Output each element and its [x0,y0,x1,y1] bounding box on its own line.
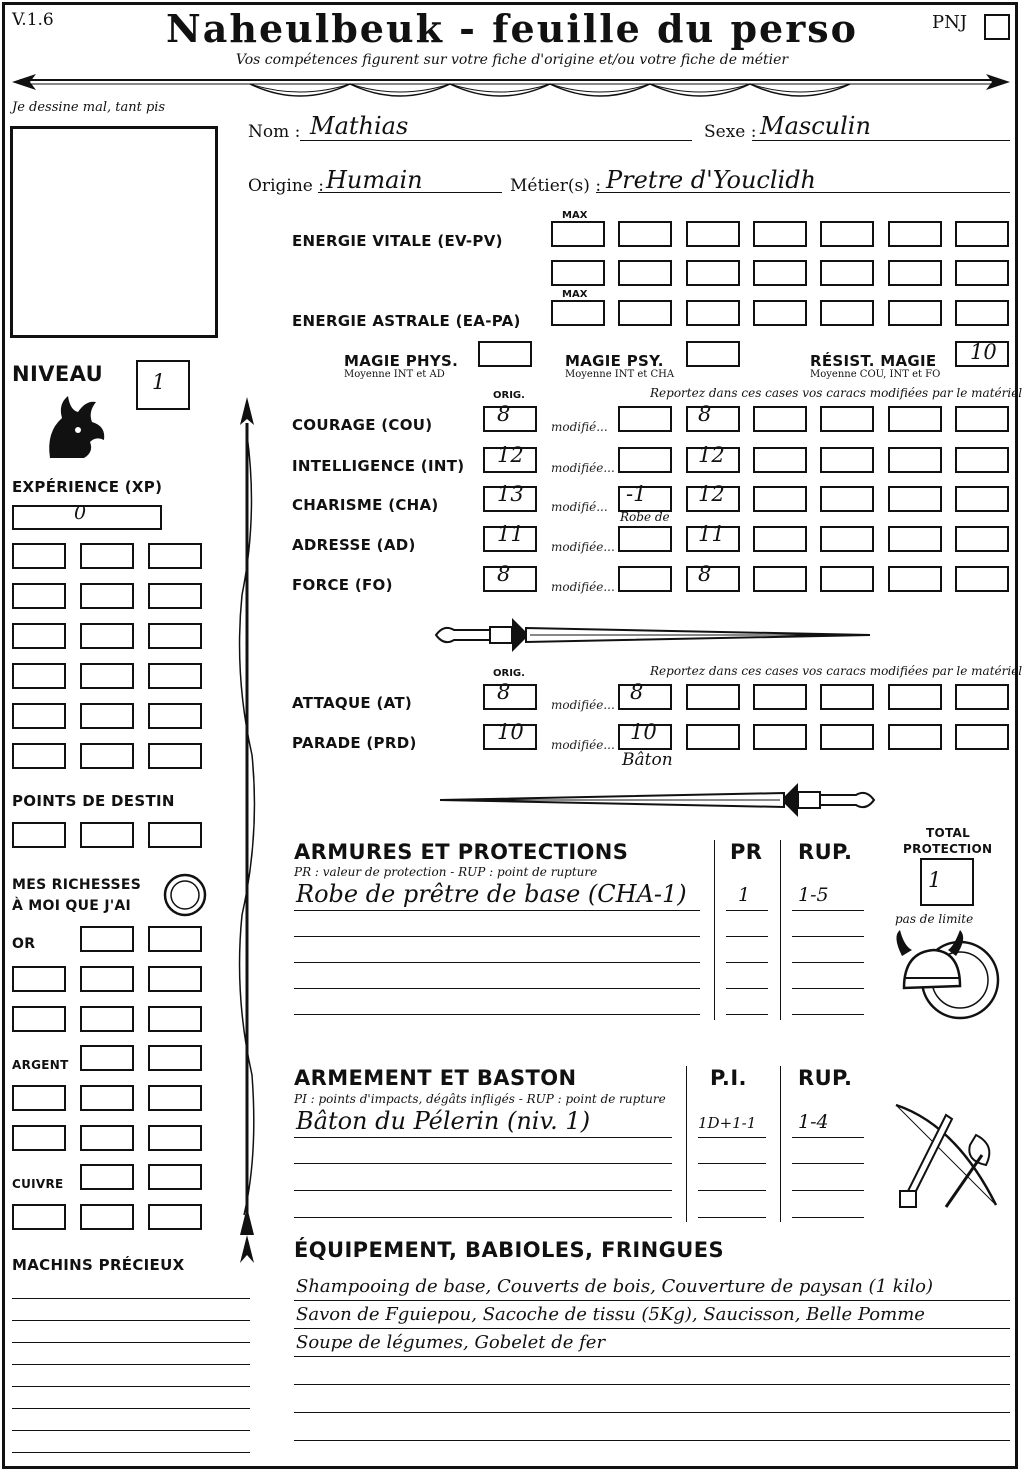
magie-phys-sub: Moyenne INT et AD [344,369,445,380]
niveau-value[interactable]: 1 [152,370,166,394]
magie-phys-label: MAGIE PHYS. [344,352,459,370]
ev-box[interactable] [686,221,740,247]
combat-orig-value[interactable]: 8 [497,680,511,704]
money-box[interactable] [80,1085,134,1111]
sheet-subtitle: Vos compétences figurent sur votre fiche d'origine et/ou votre fiche de métier [235,52,789,68]
money-box[interactable] [148,926,202,952]
combat-modif-label: modifiée... [551,738,615,752]
carac-report-value[interactable]: 12 [698,482,725,506]
xp-box[interactable] [12,663,66,689]
machins-label: MACHINS PRÉCIEUX [12,1256,185,1274]
equip-line[interactable] [294,1468,1010,1469]
armure-rup-line[interactable] [792,910,864,911]
combat-orig-label: ORIG. [493,668,525,679]
carac-report-box[interactable] [820,447,874,473]
armure-rup-line[interactable] [792,988,864,989]
carac-report-value[interactable]: 8 [698,562,712,586]
machins-line[interactable] [12,1452,250,1453]
combat-orig-value[interactable]: 10 [497,720,524,744]
metier-line [596,192,1010,193]
carac-label: CHARISME (CHA) [292,496,439,514]
ea-max-box[interactable] [551,300,605,326]
ev-box[interactable] [820,260,874,286]
arme-rup-line[interactable] [792,1137,864,1138]
armure-rup-line[interactable] [792,1014,864,1015]
carac-report-box[interactable] [753,406,807,432]
carac-label: INTELLIGENCE (INT) [292,457,465,475]
carac-report-box[interactable] [955,566,1009,592]
carac-orig-value[interactable]: 8 [497,402,511,426]
nom-value[interactable]: Mathias [310,112,409,140]
metier-label: Métier(s) : [510,176,602,196]
armures-title: ARMURES ET PROTECTIONS [294,840,629,864]
origine-label: Origine : [248,176,324,196]
carac-report-box[interactable] [820,486,874,512]
money-box[interactable] [12,1125,66,1151]
money-box[interactable] [80,1045,134,1071]
money-box[interactable] [148,1045,202,1071]
armure-pr-line[interactable] [726,988,768,989]
money-box[interactable] [12,1006,66,1032]
carac-label: COURAGE (COU) [292,416,433,434]
carac-modif-label: modifiée... [551,580,615,594]
armement-title: ARMEMENT ET BASTON [294,1066,577,1090]
combat-report-note: Reportez dans ces cases vos caracs modifiées par le matériel [650,664,1023,678]
armure-name-line[interactable] [294,910,700,911]
equip-line[interactable] [294,1384,1010,1385]
carac-report-box[interactable] [820,566,874,592]
combat-report-box[interactable] [753,684,807,710]
xp-box[interactable] [12,703,66,729]
xp-box[interactable] [80,543,134,569]
arme-name-line[interactable] [294,1217,672,1218]
armure-rup-line[interactable] [792,962,864,963]
combat-modif-label: modifiée... [551,698,615,712]
arme-rup-line[interactable] [792,1190,864,1191]
weapons-icon [886,1095,1006,1215]
armure-pr-line[interactable] [726,936,768,937]
money-box[interactable] [148,1164,202,1190]
ev-box[interactable] [618,221,672,247]
ea-box[interactable] [753,300,807,326]
ev-box[interactable] [888,260,942,286]
armures-pr-label: PR [730,840,763,864]
carac-report-box[interactable] [753,486,807,512]
armure-rup-line[interactable] [792,936,864,937]
xp-box[interactable] [12,623,66,649]
carac-report-box[interactable] [753,526,807,552]
total-protection-label-1: TOTAL [926,826,971,840]
machins-line[interactable] [12,1342,250,1343]
xp-box[interactable] [80,743,134,769]
carac-note: Robe de [620,510,670,524]
richesses-label-2: À MOI QUE J'AI [12,898,132,914]
sheet-title: Naheulbeuk - feuille du perso [166,6,858,51]
carac-modif-label: modifié... [551,500,608,514]
carac-modif-label: modifiée... [551,540,615,554]
cuivre-label: CUIVRE [12,1177,64,1191]
carac-modif-box[interactable] [618,566,672,592]
metier-value[interactable]: Pretre d'Youclidh [606,166,817,194]
xp-box[interactable] [148,663,202,689]
armures-divider-2 [780,840,781,1020]
combat-modif-value[interactable]: 10 [630,720,657,744]
combat-modif-value[interactable]: 8 [630,680,644,704]
carac-report-box[interactable] [820,526,874,552]
origine-value[interactable]: Humain [326,166,423,194]
xp-box[interactable] [12,543,66,569]
combat-report-box[interactable] [955,724,1009,750]
ea-box[interactable] [955,300,1009,326]
ea-box[interactable] [820,300,874,326]
xp-box[interactable] [12,505,162,530]
arme-pi-line[interactable] [698,1217,766,1218]
ev-box[interactable] [753,260,807,286]
arme-pi-line[interactable] [698,1137,766,1138]
money-box[interactable] [12,966,66,992]
money-box[interactable] [12,1085,66,1111]
equip-line[interactable] [294,1412,1010,1413]
sexe-value[interactable]: Masculin [760,112,871,140]
money-box[interactable] [80,1125,134,1151]
ev-box[interactable] [686,260,740,286]
combat-report-box[interactable] [686,684,740,710]
combat-report-box[interactable] [820,724,874,750]
combat-label: PARADE (PRD) [292,734,417,752]
carac-orig-value[interactable]: 13 [497,482,524,506]
carac-report-value[interactable]: 8 [698,402,712,426]
dragon-icon [40,392,110,464]
magie-psy-sub: Moyenne INT et CHA [565,369,675,380]
ev-box[interactable] [618,260,672,286]
carac-report-box[interactable] [955,447,1009,473]
pnj-checkbox[interactable] [984,14,1010,40]
arme-name[interactable]: Bâton du Pélerin (niv. 1) [296,1107,591,1135]
ev-box[interactable] [955,260,1009,286]
carac-report-box[interactable] [888,447,942,473]
armure-name-line[interactable] [294,1014,700,1015]
carac-orig-value[interactable]: 8 [497,562,511,586]
combat-report-box[interactable] [618,684,672,710]
ev-box[interactable] [820,221,874,247]
machins-line[interactable] [12,1408,250,1409]
carac-report-box[interactable] [955,406,1009,432]
carac-report-box[interactable] [820,406,874,432]
armure-pr[interactable]: 1 [738,884,751,906]
xp-box[interactable] [80,623,134,649]
money-box[interactable] [80,1164,134,1190]
armement-divider-1 [686,1066,687,1222]
armures-sub: PR : valeur de protection - RUP : point de rupture [294,865,598,879]
resist-magie-label: RÉSIST. MAGIE [810,352,937,370]
money-box[interactable] [80,926,134,952]
magie-psy-box[interactable] [686,341,740,367]
money-box[interactable] [148,1125,202,1151]
money-box[interactable] [148,966,202,992]
argent-label: ARGENT [12,1058,69,1072]
armures-rup-label: RUP. [798,840,853,864]
spear-icon [232,395,262,1265]
xp-box[interactable] [148,583,202,609]
carac-report-box[interactable] [753,566,807,592]
equip-line[interactable] [294,1328,1010,1329]
carac-modif-label: modifiée... [551,461,615,475]
armure-name-line[interactable] [294,962,700,963]
sword-icon-2 [430,775,880,825]
caracs-orig-label: ORIG. [493,390,525,401]
carac-modif-box[interactable] [618,526,672,552]
carac-report-box[interactable] [888,406,942,432]
combat-report-box[interactable] [753,724,807,750]
armure-name-line[interactable] [294,936,700,937]
ev-box[interactable] [955,221,1009,247]
sexe-label: Sexe : [704,122,757,142]
carac-report-box[interactable] [686,406,740,432]
equip-line[interactable] [294,1440,1010,1441]
money-box[interactable] [80,1204,134,1230]
equip-line[interactable] [294,1356,1010,1357]
ea-max-label: MAX [562,289,588,300]
nom-label: Nom : [248,122,301,142]
machins-line[interactable] [12,1364,250,1365]
money-box[interactable] [12,1204,66,1230]
ev-max-label: MAX [562,210,588,221]
carac-report-box[interactable] [686,566,740,592]
arme-rup-line[interactable] [792,1163,864,1164]
carac-orig-value[interactable]: 12 [497,443,524,467]
pnj-label: PNJ [932,12,968,33]
destin-box[interactable] [12,822,66,848]
carac-modif-box[interactable] [618,447,672,473]
destin-label: POINTS DE DESTIN [12,792,175,810]
armure-pr-line[interactable] [726,1014,768,1015]
resist-magie-sub: Moyenne COU, INT et FO [810,369,941,380]
arme-name-line[interactable] [294,1190,672,1191]
xp-box[interactable] [148,743,202,769]
total-protection-value[interactable]: 1 [928,868,942,892]
armure-name[interactable]: Robe de prêtre de base (CHA-1) [296,880,687,908]
carac-label: FORCE (FO) [292,576,393,594]
carac-modif-box[interactable] [618,406,672,432]
total-protection-label-2: PROTECTION [903,842,993,856]
money-box[interactable] [148,1006,202,1032]
equip-line[interactable] [294,1300,1010,1301]
destin-box[interactable] [80,822,134,848]
richesses-label-1: MES RICHESSES [12,877,142,893]
money-box[interactable] [148,1085,202,1111]
arme-pi[interactable]: 1D+1-1 [698,1114,757,1132]
coin-icon [162,872,208,918]
money-box[interactable] [148,1204,202,1230]
arme-name-line[interactable] [294,1137,672,1138]
portrait-box[interactable] [10,126,218,338]
carac-report-box[interactable] [955,526,1009,552]
equipement-title: ÉQUIPEMENT, BABIOLES, FRINGUES [294,1238,724,1262]
xp-box[interactable] [12,743,66,769]
niveau-label: NIVEAU [12,362,104,386]
combat-label: ATTAQUE (AT) [292,694,413,712]
carac-report-box[interactable] [888,486,942,512]
carac-modif-label: modifié... [551,420,608,434]
arme-name-line[interactable] [294,1163,672,1164]
combat-report-box[interactable] [888,724,942,750]
combat-report-box[interactable] [686,724,740,750]
ea-label: ENERGIE ASTRALE (EA-PA) [292,312,521,330]
combat-note: Bâton [622,750,673,770]
no-limit-note: pas de limite [895,912,974,926]
armure-name-line[interactable] [294,988,700,989]
xp-box[interactable] [148,703,202,729]
xp-box[interactable] [80,583,134,609]
money-box[interactable] [80,966,134,992]
machins-line[interactable] [12,1298,250,1299]
combat-report-box[interactable] [820,684,874,710]
nom-line [300,140,692,141]
combat-report-box[interactable] [888,684,942,710]
xp-value[interactable]: 0 [74,502,87,524]
machins-line[interactable] [12,1430,250,1431]
money-box[interactable] [80,1006,134,1032]
machins-line[interactable] [12,1386,250,1387]
xp-box[interactable] [148,543,202,569]
carac-orig-value[interactable]: 11 [497,522,524,546]
version-label: V.1.6 [12,10,54,30]
xp-box[interactable] [12,583,66,609]
xp-box[interactable] [80,703,134,729]
xp-box[interactable] [148,623,202,649]
carac-report-value[interactable]: 12 [698,443,725,467]
ea-box[interactable] [686,300,740,326]
armement-divider-2 [780,1066,781,1222]
machins-line[interactable] [12,1320,250,1321]
xp-label: EXPÉRIENCE (XP) [12,478,163,496]
or-label: OR [12,936,36,952]
ea-box[interactable] [618,300,672,326]
carac-label: ADRESSE (AD) [292,536,416,554]
ev-box[interactable] [753,221,807,247]
ev-box[interactable] [551,260,605,286]
armure-rup[interactable]: 1-5 [798,884,829,906]
carac-report-box[interactable] [888,566,942,592]
carac-report-box[interactable] [753,447,807,473]
armement-rup-label: RUP. [798,1066,853,1090]
resist-magie-value[interactable]: 10 [970,340,997,364]
armure-pr-line[interactable] [726,910,768,911]
carac-report-value[interactable]: 11 [698,522,725,546]
combat-report-box[interactable] [955,684,1009,710]
origine-line [318,192,502,193]
armement-pi-label: P.I. [710,1066,747,1090]
helmet-shield-icon [890,928,1000,1028]
ev-max-box[interactable] [551,221,605,247]
armement-sub: PI : points d'impacts, dégâts infligés - RUP : point de rupture [294,1092,666,1106]
equip-line-3[interactable]: Soupe de légumes, Gobelet de fer [296,1332,606,1353]
portrait-caption: Je dessine mal, tant pis [12,100,166,115]
arme-pi-line[interactable] [698,1163,766,1164]
magie-psy-label: MAGIE PSY. [565,352,664,370]
carac-report-box[interactable] [955,486,1009,512]
arme-pi-line[interactable] [698,1190,766,1191]
caracs-report-note: Reportez dans ces cases vos caracs modifiées par le matériel [650,386,1023,400]
armures-divider-1 [714,840,715,1020]
ev-label: ENERGIE VITALE (EV-PV) [292,232,503,250]
carac-report-box[interactable] [888,526,942,552]
ev-box[interactable] [888,221,942,247]
armure-pr-line[interactable] [726,962,768,963]
arme-rup-line[interactable] [792,1217,864,1218]
equip-line-1[interactable]: Shampooing de base, Couverts de bois, Couverture de paysan (1 kilo) [296,1276,934,1297]
sexe-line [752,140,1010,141]
xp-box[interactable] [80,663,134,689]
carac-modif-value[interactable]: -1 [626,482,647,506]
arme-rup[interactable]: 1-4 [798,1111,829,1133]
sword-icon [430,610,880,660]
destin-box[interactable] [148,822,202,848]
equip-line-2[interactable]: Savon de Fguiepou, Sacoche de tissu (5Kg), Saucisson, Belle Pomme [296,1304,925,1325]
ea-box[interactable] [888,300,942,326]
magie-phys-box[interactable] [478,341,532,367]
